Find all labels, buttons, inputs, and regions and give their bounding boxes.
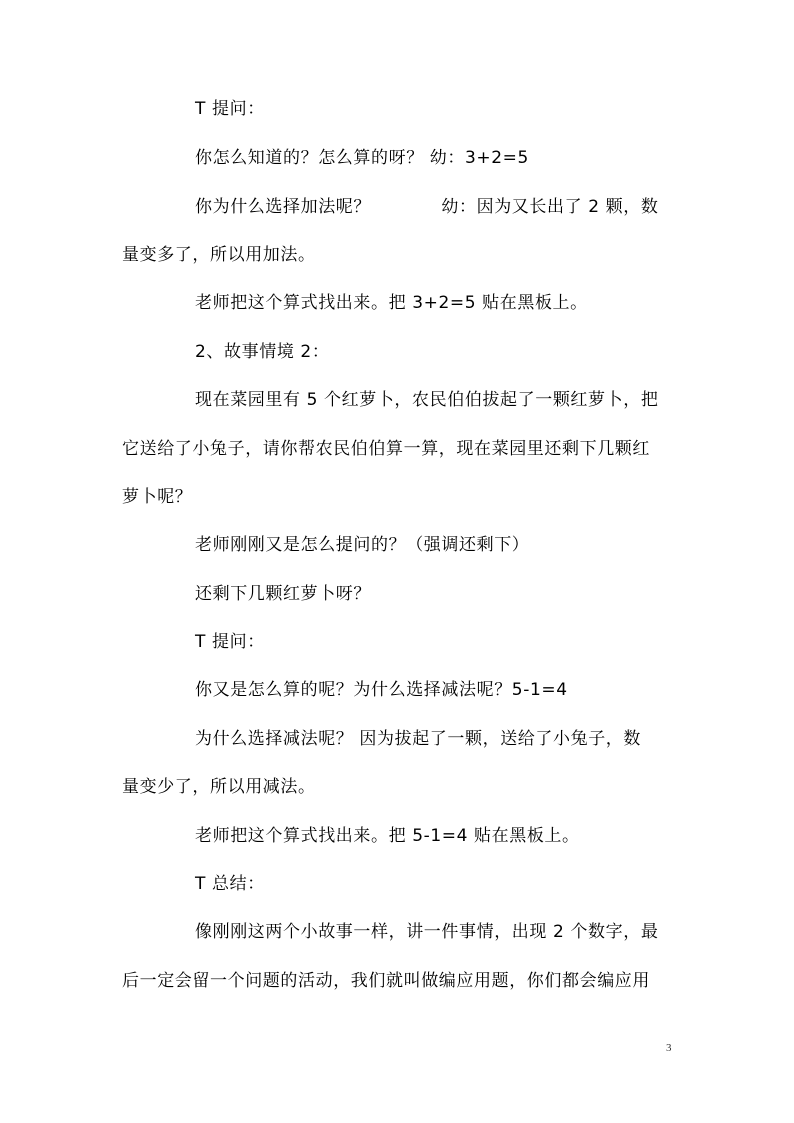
paragraph-line: 为什么选择减法呢？ 因为拔起了一颗，送给了小兔子，数 (195, 729, 642, 749)
section-heading: 2、故事情境 2： (195, 342, 330, 362)
paragraph-line: 你为什么选择加法呢？ 幼：因为又长出了 2 颗，数 (195, 197, 659, 217)
paragraph-line: T 提问： (195, 99, 265, 119)
paragraph-line: 你又是怎么算的呢？为什么选择减法呢？5-1=4 (195, 680, 568, 700)
paragraph-line: 萝卜呢？ (122, 487, 193, 507)
page-number: 3 (666, 1042, 672, 1054)
paragraph-line: 现在菜园里有 5 个红萝卜，农民伯伯拔起了一颗红萝卜，把 (195, 390, 659, 410)
paragraph-line: 像刚刚这两个小故事一样，讲一件事情，出现 2 个数字，最 (195, 922, 659, 942)
paragraph-line: 还剩下几颗红萝卜呀？ (195, 584, 371, 604)
paragraph-line: T 提问： (195, 632, 265, 652)
paragraph-line: 老师把这个算式找出来。把 5-1=4 贴在黑板上。 (195, 826, 580, 846)
paragraph-line: 量变少了，所以用减法。 (122, 777, 316, 797)
paragraph-line: 老师刚刚又是怎么提问的？（强调还剩下） (195, 535, 530, 555)
paragraph-line: 后一定会留一个问题的活动，我们就叫做编应用题，你们都会编应用 (122, 971, 650, 991)
paragraph-line: 你怎么知道的？怎么算的呀？ 幼：3+2=5 (195, 148, 529, 168)
paragraph-line: 量变多了，所以用加法。 (122, 245, 316, 265)
paragraph-line: T 总结： (195, 874, 265, 894)
paragraph-line: 它送给了小兔子，请你帮农民伯伯算一算，现在菜园里还剩下几颗红 (122, 439, 650, 459)
paragraph-line: 老师把这个算式找出来。把 3+2=5 贴在黑板上。 (195, 293, 588, 313)
